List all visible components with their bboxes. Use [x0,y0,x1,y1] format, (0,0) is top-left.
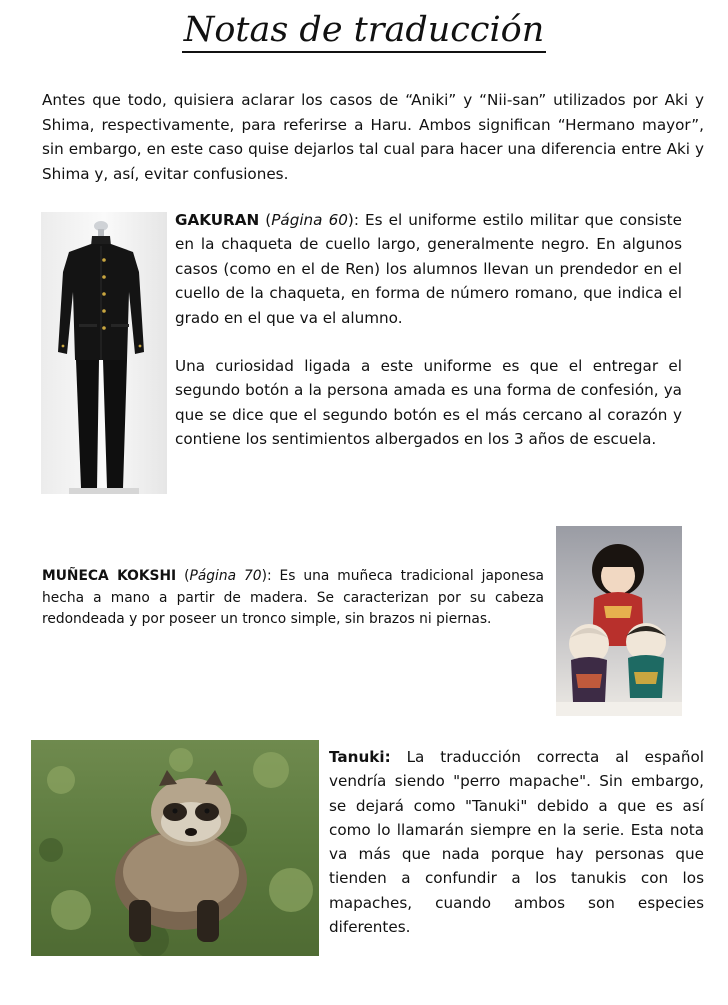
gakuran-open-paren: ( [259,211,272,229]
page-title: Notas de traducción [182,10,547,53]
kokeshi-text: Es una muñeca tradicional japonesa hecha a mano a partir de madera. Se caracterizan por su cabeza redondeada y por poseer un tronco simple, sin brazos ni piernas. [42,568,544,627]
intro-paragraph: Antes que todo, quisiera aclarar los casos de “Aniki” y “Nii-san” utilizados por Aki y Shima, respectivamente, para referirse a Haru. Ambos significan “Hermano mayor”, sin embargo, en este caso quise dejarlos tal cual para hacer una diferencia entre Aki y Shima y, así, evitar confusiones. [42,91,704,183]
kokeshi-page-ref: Página 70 [189,568,262,584]
kokeshi-photo [556,526,682,716]
tanuki-term: Tanuki: [329,748,391,766]
kokeshi-open-paren: ( [176,568,190,584]
gakuran-page-ref: Página 60 [271,211,348,229]
gakuran-text-1: Es el uniforme estilo militar que consiste en la chaqueta de cuello largo, generalmente negro. En algunos casos (como en el de Ren) los alumnos llevan un prendedor en el cuello de la chaqueta, en forma de número romano, que indica el grado en el que va el alumno. [175,211,682,327]
kokeshi-close-paren: ): [261,568,280,584]
gakuran-photo [41,212,167,494]
tanuki-section [329,745,704,939]
tanuki-photo [31,740,319,956]
gakuran-term: GAKURAN [175,211,260,229]
kokeshi-section [42,566,544,631]
gakuran-paragraph-2: Una curiosidad ligada a este uniforme es que el entregar el segundo botón a la persona amada es una forma de confesión, ya que se dice que el segundo botón es el más cercano al corazón y contiene los sentimientos albergados en los 3 años de escuela. [175,357,682,449]
gakuran-close-paren: ): [347,211,366,229]
gakuran-paragraph-1 [175,208,682,330]
kokeshi-term: MUÑECA KOKSHI [42,568,177,584]
page-title-wrap [0,10,728,50]
tanuki-text: La traducción correcta al español vendría siendo "perro mapache". Sin embargo, se dejará como "Tanuki" debido a que es así como lo llamarán siempre en la serie. Esta nota va más que nada porque hay personas que tienden a confundir a los tanukis con los mapaches, cuando ambos son especies diferentes. [329,748,704,937]
gakuran-section [175,208,682,476]
